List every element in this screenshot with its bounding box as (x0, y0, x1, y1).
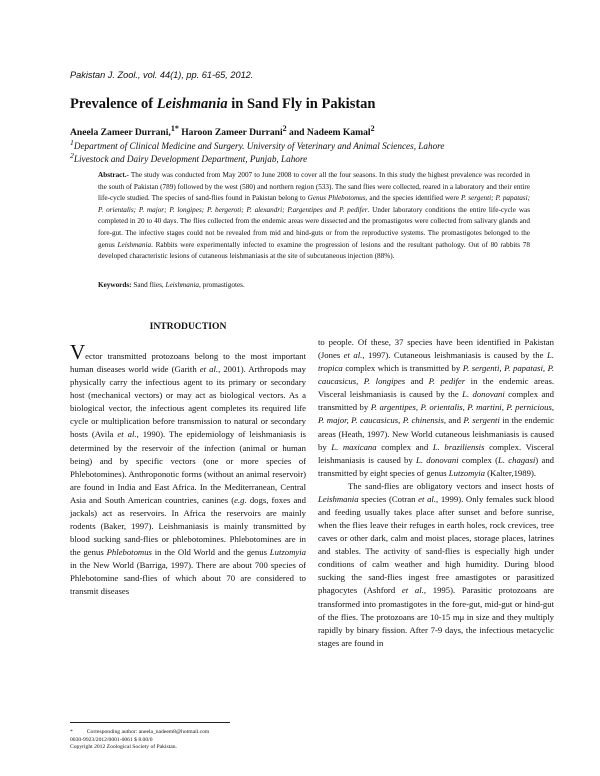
text-run: dogs, foxes and jackals) act as reservoirs. In Africa the reservoirs are mainly rodents (Baker, 1997). Leishmaniasis is mainly transmitted by blood sucking sand-flies or phlebotomines. Phlebotomines are in the genus (70, 494, 306, 558)
text-italic: P. sergenti (463, 415, 500, 426)
text-italic: L. chagasi (497, 454, 536, 465)
text-run: , 1990). The epidemiology of leishmaniasis is determined by the reservoir of the infection (animal or human being) and by specific vectors (one or more species of Phlebotomines). Anthroponotic forms (without an animal reservoir) are found in India and East Africa. In the Mediterranean, Central Asia and South American countries, canines ( (70, 429, 307, 505)
title-italic: Leishmania (156, 96, 228, 112)
affiliation-2 (70, 151, 307, 164)
text-italic: L. braziliensis (432, 441, 485, 452)
text-italic: L. maxicana (331, 441, 377, 452)
footnote-line-1 (70, 729, 209, 737)
intro-paragraph-1-continued (318, 336, 554, 480)
intro-paragraph-1 (70, 340, 307, 598)
text-run: in the Old World and the genus (151, 547, 270, 558)
abstract-text-3: . Under laboratory conditions the entire life-cycle was completed in 20 to 40 days. The flies collected from the endemic areas were dissected and the promastigotes were collected from salivary glands and fore-gut. The infective stages could not be revealed from mid and hind-guts or from the reproductive systems. The promastigotes belonged to the genus (98, 205, 530, 249)
text-run: and (446, 415, 464, 426)
affiliation-1 (70, 138, 445, 151)
author-3: and Nadeem Kamal (286, 127, 371, 139)
author-1: Aneela Zameer Durrani, (70, 127, 171, 139)
text-run: in the endemic areas. Visceral leishmaniasis is caused by the (318, 376, 555, 400)
text-italic: Phlebotomus (106, 547, 152, 558)
author-1-sup: 1 (170, 124, 175, 133)
text-italic: L. donovani (416, 454, 459, 465)
author-list (70, 124, 375, 138)
text-run: , 1997). Cutaneous leishmaniasis is caused by the (362, 350, 547, 361)
text-run: complex which is transmitted by (342, 363, 463, 374)
text-italic: e.g. (234, 494, 247, 505)
abstract-genus: Genus Phlebotomus (307, 194, 366, 203)
left-column (70, 340, 307, 598)
affiliation-1-text: Department of Clinical Medicine and Surgery. University of Veterinary and Animal Sciences, Lahore (73, 141, 445, 152)
text-run: and (405, 376, 429, 387)
text-italic: et al. (401, 585, 424, 596)
text-run: species (Cotran (358, 493, 419, 504)
author-2: Haroon Zameer Durrani (178, 127, 283, 139)
footnote (70, 729, 209, 752)
text-italic: L. tropica (318, 350, 554, 374)
text-run: in the New World (Barriga, 1997). There are about 700 species of Phlebotomine sand-flies of which about 70 are considered to transmit diseases (70, 560, 306, 597)
affiliation-1-sup: 1 (70, 138, 74, 147)
text-run: to people. Of these, 37 species have been identified in Pakistan (Jones (318, 337, 554, 361)
footnote-line-2: 0030-9923/2012/0001-0061 $ 8.00/0 (70, 736, 153, 743)
text-run: (Kalter,1989). (484, 467, 537, 478)
text-run: The sand-flies are obligatory vectors and insect hosts of (348, 480, 554, 491)
affiliation-2-sup: 2 (70, 151, 74, 160)
text-run: ) and transmitted by eight species of genus (318, 454, 555, 478)
text-run: ector transmitted protozoans belong to the most important human diseases world wide (Garith (70, 351, 306, 375)
text-italic: et al. (199, 364, 219, 375)
author-1-mark: * (174, 124, 179, 133)
text-italic: Lutzomyia (269, 547, 306, 558)
footnote-mark: * (70, 729, 73, 735)
right-column (318, 336, 554, 650)
drop-cap: V (70, 340, 86, 364)
text-run: , 1995). Parasitic protozoans are transformed into promastigotes in the fore-gut, mid-gut or hind-gut of the flies. The protozoans are 10-15 mμ in size and they multiply rapidly by binary fission. After 7-9 days, the infectious metacyclic stages are found in (318, 585, 555, 648)
text-run: complex. Visceral leishmaniasis is caused by (318, 441, 554, 465)
affiliation-2-text: Livestock and Dairy Development Department, Punjab, Lahore (73, 154, 308, 165)
abstract-genus-2: Leishmania (117, 240, 152, 249)
text-italic: et al. (418, 493, 436, 504)
intro-paragraph-2 (318, 480, 554, 650)
title-suffix: in Sand Fly in Pakistan (227, 96, 376, 112)
title-prefix: Prevalence of (70, 96, 157, 112)
text-run: complex ( (458, 454, 498, 465)
abstract (98, 170, 530, 263)
section-heading-introduction: INTRODUCTION (149, 321, 227, 332)
abstract-text-1: The study was conducted from May 2007 to June 2008 to cover all the four seasons. In this study the highest prevalence was recorded in the south of Pakistan (789) followed by the west (580) and northern region (533). The sand flies were collected, reared in a laboratory and their entire life-cycle studied. The species of sand-flies found in Pakistan belong to (98, 171, 530, 203)
text-run: complex and transmitted by (318, 389, 554, 413)
journal-citation: Pakistan J. Zool., vol. 44(1), pp. 61-65, 2012. (70, 70, 254, 80)
abstract-label: Abstract.- (98, 171, 129, 179)
text-run: in the endemic areas (Heath, 1997). New World cutaneous leishmaniasis is caused by (318, 415, 554, 452)
keywords-italic: Leishmania (165, 281, 200, 289)
text-run: complex and (376, 441, 433, 452)
abstract-text-2: , and the species identified were (365, 194, 461, 203)
keywords (98, 281, 245, 289)
text-italic: P. sergenti, P. papatasi, P. caucasicus, P. longipes (318, 363, 554, 387)
author-2-sup: 2 (282, 124, 287, 133)
text-italic: Leishmania (318, 493, 359, 504)
paper-title (70, 96, 375, 113)
text-italic: Lutzomyia (448, 467, 485, 478)
abstract-species: P. sergenti; P. papatasi; P. orientalis; P. major; P. longipes; P. bergeroti; P. alexandri; P.argentipes and P. pedifer (98, 194, 530, 214)
text-italic: P. argentipes, P. orientalis, P. martini, P. pernicious, P. major, P. caucasicus, P. chinensis, (318, 402, 555, 426)
text-italic: et al. (117, 429, 137, 440)
corresponding-author: Corresponding author: aneela_nadeem8@hotmail.com (86, 729, 210, 735)
keywords-text-1: Sand flies, (131, 281, 166, 289)
footnote-line-3: Copyright 2012 Zoological Society of Pakistan. (70, 744, 177, 751)
text-italic: P. pedifer (428, 376, 466, 387)
text-italic: L. donovani (462, 389, 505, 400)
keywords-label: Keywords: (98, 281, 132, 289)
author-3-sup: 2 (370, 124, 375, 133)
abstract-text-4: . Rabbits were experimentally infected to examine the progression of lesions and the resultant pathology. Out of 80 rabbits 78 developed characteristic lesions of cutaneous leishmaniasis at the site of subcutaneous injection (88%). (98, 240, 530, 261)
text-run: , 1999). Only females suck blood and feeding usually takes place after sunset and before sunrise, when the flies leave their refuges in earth holes, rock crevices, tree caves or other dark, calm and moist places, storage places, latrines and stables. The activity of sand-flies is especially high under conditions of calm weather and high humidity. During blood sucking the sand-flies ingest free amastigotes or parasitized phagocytes (Ashford (318, 493, 554, 596)
keywords-text-3: , promastigotes. (199, 281, 245, 289)
text-italic: et al. (343, 350, 363, 361)
footnote-divider (70, 722, 230, 723)
text-run: , 2001). Arthropods may physically carry the infectious agent to its primary or secondary host (mechanical vectors) or may act as biological vectors. As a biological vector, the infectious agent completes its required life cycle or multiplication before transmission to natural or secondary hosts (Avila (70, 364, 306, 440)
